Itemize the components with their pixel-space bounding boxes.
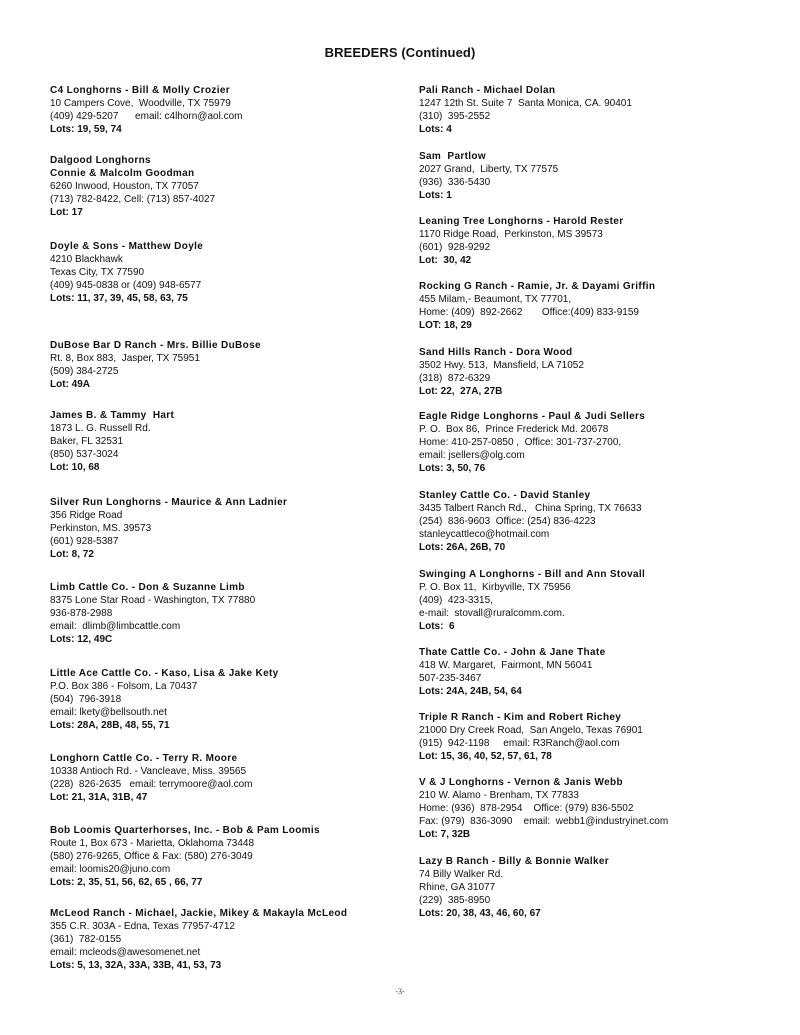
breeder-detail: 10 Campers Cove, Woodville, TX 75979 (50, 98, 231, 110)
breeder-name: Doyle & Sons - Matthew Doyle (50, 241, 204, 252)
breeder-entry (419, 215, 779, 267)
breeder-detail: 1170 Ridge Road, Perkinston, MS 39573 (419, 229, 603, 241)
breeder-lots: Lot: 49A (50, 379, 90, 391)
breeder-entry (50, 824, 410, 889)
breeder-lots: Lots: 24A, 24B, 54, 64 (419, 686, 522, 698)
page-number: -3- (395, 987, 405, 996)
breeder-entry (50, 581, 410, 646)
breeder-name: Thate Cattle Co. - John & Jane Thate (419, 647, 606, 658)
breeder-lots: Lot: 8, 72 (50, 549, 94, 561)
breeder-detail: (409) 423-3315, (419, 595, 493, 607)
breeder-detail: 10338 Antioch Rd. - Vancleave, Miss. 39565 (50, 766, 247, 778)
breeder-lots: Lot: 7, 32B (419, 829, 471, 841)
breeder-detail: (409) 429-5207 email: c4lhorn@aol.com (50, 111, 243, 123)
breeder-entry (419, 280, 779, 332)
breeder-lots: Lots: 2, 35, 51, 56, 62, 65 , 66, 77 (50, 877, 203, 889)
breeder-name: Longhorn Cattle Co. - Terry R. Moore (50, 753, 238, 764)
breeder-detail: (361) 782-0155 (50, 934, 122, 946)
breeder-detail: 936-878-2988 (50, 608, 113, 620)
breeder-lots: Lots: 26A, 26B, 70 (419, 542, 506, 554)
breeder-detail: 2027 Grand, Liberty, TX 77575 (419, 164, 559, 176)
breeder-name: Connie & Malcolm Goodman (50, 168, 195, 180)
breeder-detail: 1873 L. G. Russell Rd. (50, 423, 151, 435)
breeder-lots: Lot: 22, 27A, 27B (419, 386, 503, 398)
breeder-entry (419, 84, 779, 136)
breeder-detail: Route 1, Box 673 - Marietta, Oklahoma 73448 (50, 838, 255, 850)
breeder-detail: 455 Milam,- Beaumont, TX 77701, (419, 294, 572, 306)
breeder-entry (419, 855, 779, 920)
breeder-detail: 355 C.R. 303A - Edna, Texas 77957-4712 (50, 921, 235, 933)
breeder-name: Rocking G Ranch - Ramie, Jr. & Dayami Griffin (419, 281, 656, 292)
breeder-entry (419, 711, 779, 763)
breeder-detail: Fax: (979) 836-3090 email: webb1@industryinet.com (419, 816, 669, 828)
page-title: BREEDERS (Continued) (324, 45, 476, 60)
breeder-detail: (504) 796-3918 (50, 694, 122, 706)
breeder-lots: Lot: 10, 68 (50, 462, 100, 474)
breeder-name: Pali Ranch - Michael Dolan (419, 85, 556, 96)
breeder-lots: Lots: 28A, 28B, 48, 55, 71 (50, 720, 170, 732)
breeder-detail: (601) 928-5387 (50, 536, 119, 548)
breeder-detail: Home: 410-257-0850 , Office: 301-737-2700, (419, 437, 622, 449)
breeder-detail: (318) 872-6329 (419, 373, 491, 385)
breeder-detail: 74 Billy Walker Rd. (419, 869, 504, 881)
breeder-detail: (713) 782-8422, Cell: (713) 857-4027 (50, 194, 216, 206)
breeder-lots: Lots: 19, 59, 74 (50, 124, 122, 136)
breeder-detail: Home: (936) 878-2954 Office: (979) 836-5502 (419, 803, 634, 815)
breeder-detail: e-mail: stovall@ruralcomm.com. (419, 608, 565, 620)
breeder-lots: Lots: 5, 13, 32A, 33A, 33B, 41, 53, 73 (50, 960, 222, 972)
breeder-detail: (409) 945-0838 or (409) 948-6577 (50, 280, 202, 292)
breeder-detail: 1247 12th St. Suite 7 Santa Monica, CA. 90401 (419, 98, 632, 110)
breeder-name: James B. & Tammy Hart (50, 410, 175, 421)
breeder-entry (419, 346, 779, 398)
breeder-lots: Lot: 17 (50, 207, 83, 219)
breeder-detail: 4210 Blackhawk (50, 254, 123, 266)
breeder-detail: email: lkety@bellsouth.net (50, 707, 167, 719)
breeder-detail: Rt. 8, Box 883, Jasper, TX 75951 (50, 353, 200, 365)
breeder-lots: Lot: 21, 31A, 31B, 47 (50, 792, 148, 804)
breeder-name: Little Ace Cattle Co. - Kaso, Lisa & Jake Kety (50, 668, 279, 679)
breeder-lots: Lot: 15, 36, 40, 52, 57, 61, 78 (419, 751, 552, 763)
breeder-detail: Texas City, TX 77590 (50, 267, 145, 279)
breeder-name: Sand Hills Ranch - Dora Wood (419, 347, 573, 358)
breeder-name: Leaning Tree Longhorns - Harold Rester (419, 216, 624, 227)
breeder-lots: Lots: 11, 37, 39, 45, 58, 63, 75 (50, 293, 188, 305)
breeder-entry (50, 752, 410, 804)
breeder-detail: (509) 384-2725 (50, 366, 119, 378)
breeder-entry (50, 907, 410, 972)
breeder-detail: (228) 826-2635 email: terrymoore@aol.com (50, 779, 253, 791)
breeder-name: Lazy B Ranch - Billy & Bonnie Walker (419, 856, 610, 867)
breeder-detail: 356 Ridge Road (50, 510, 123, 522)
breeder-name: Stanley Cattle Co. - David Stanley (419, 490, 591, 501)
breeder-entry (50, 339, 410, 391)
breeder-lots: Lots: 4 (419, 124, 452, 136)
breeder-lots: Lots: 1 (419, 190, 452, 202)
breeder-detail: email: loomis20@juno.com (50, 864, 171, 876)
breeder-detail: (254) 836-9603 Office: (254) 836-4223 (419, 516, 596, 528)
breeder-lots: Lot: 30, 42 (419, 255, 472, 267)
breeder-detail: (601) 928-9292 (419, 242, 491, 254)
breeder-detail: 3435 Talbert Ranch Rd., China Spring, TX 76633 (419, 503, 642, 515)
breeder-detail: stanleycattleco@hotmail.com (419, 529, 550, 541)
breeder-detail: (915) 942-1198 email: R3Ranch@aol.com (419, 738, 620, 750)
breeder-detail: P.O. Box 386 - Folsom, La 70437 (50, 681, 198, 693)
breeder-name: Triple R Ranch - Kim and Robert Richey (419, 712, 622, 723)
breeder-detail: (580) 276-9265, Office & Fax: (580) 276-3049 (50, 851, 253, 863)
breeder-lots: Lots: 6 (419, 621, 455, 633)
breeder-detail: 210 W. Alamo - Brenham, TX 77833 (419, 790, 579, 802)
breeder-entry (419, 568, 779, 633)
breeder-name: Sam Partlow (419, 151, 486, 162)
breeder-entry (419, 776, 779, 841)
breeder-detail: Rhine, GA 31077 (419, 882, 496, 894)
breeder-entry (50, 154, 410, 219)
breeder-entry (419, 410, 779, 475)
breeder-detail: Home: (409) 892-2662 Office:(409) 833-9159 (419, 307, 639, 319)
breeder-detail: (936) 336-5430 (419, 177, 491, 189)
breeder-lots: Lots: 20, 38, 43, 46, 60, 67 (419, 908, 541, 920)
breeder-entry (50, 240, 410, 305)
breeder-entry (419, 646, 779, 698)
breeder-lots: Lots: 12, 49C (50, 634, 113, 646)
breeder-name: Eagle Ridge Longhorns - Paul & Judi Sellers (419, 411, 646, 422)
breeder-detail: email: jsellers@olg.com (419, 450, 525, 462)
breeder-entry (419, 150, 779, 202)
breeder-detail: 21000 Dry Creek Road, San Angelo, Texas 76901 (419, 725, 643, 737)
breeder-detail: 3502 Hwy. 513, Mansfield, LA 71052 (419, 360, 584, 372)
breeder-name: Limb Cattle Co. - Don & Suzanne Limb (50, 582, 245, 593)
breeder-name: McLeod Ranch - Michael, Jackie, Mikey & Makayla McLeod (50, 908, 348, 919)
breeder-name: Dalgood Longhorns (50, 155, 151, 166)
breeder-detail: P. O. Box 11, Kirbyville, TX 75956 (419, 582, 571, 594)
breeder-detail: P. O. Box 86, Prince Frederick Md. 20678 (419, 424, 609, 436)
breeder-detail: email: mcleods@awesomenet.net (50, 947, 201, 959)
breeder-name: DuBose Bar D Ranch - Mrs. Billie DuBose (50, 340, 261, 351)
breeder-name: V & J Longhorns - Vernon & Janis Webb (419, 777, 623, 788)
breeder-name: Silver Run Longhorns - Maurice & Ann Ladnier (50, 497, 288, 508)
breeder-detail: Baker, FL 32531 (50, 436, 124, 448)
breeder-detail: (229) 385-8950 (419, 895, 491, 907)
breeder-entry (50, 496, 410, 561)
breeder-entry (419, 489, 779, 554)
breeder-lots: LOT: 18, 29 (419, 320, 472, 332)
breeder-name: C4 Longhorns - Bill & Molly Crozier (50, 85, 231, 96)
breeder-name: Bob Loomis Quarterhorses, Inc. - Bob & Pam Loomis (50, 825, 320, 836)
breeder-entry (50, 84, 410, 136)
breeder-entry (50, 667, 410, 732)
breeder-detail: 8375 Lone Star Road - Washington, TX 77880 (50, 595, 256, 607)
breeder-detail: (850) 537-3024 (50, 449, 119, 461)
breeder-detail: 507-235-3467 (419, 673, 482, 685)
breeder-detail: (310) 395-2552 (419, 111, 491, 123)
breeder-detail: email: dlimb@limbcattle.com (50, 621, 181, 633)
breeder-detail: 6260 Inwood, Houston, TX 77057 (50, 181, 199, 193)
breeder-detail: Perkinston, MS. 39573 (50, 523, 152, 535)
breeder-lots: Lots: 3, 50, 76 (419, 463, 486, 475)
breeder-detail: 418 W. Margaret, Fairmont, MN 56041 (419, 660, 593, 672)
breeder-entry (50, 409, 410, 474)
breeder-name: Swinging A Longhorns - Bill and Ann Stovall (419, 569, 646, 580)
